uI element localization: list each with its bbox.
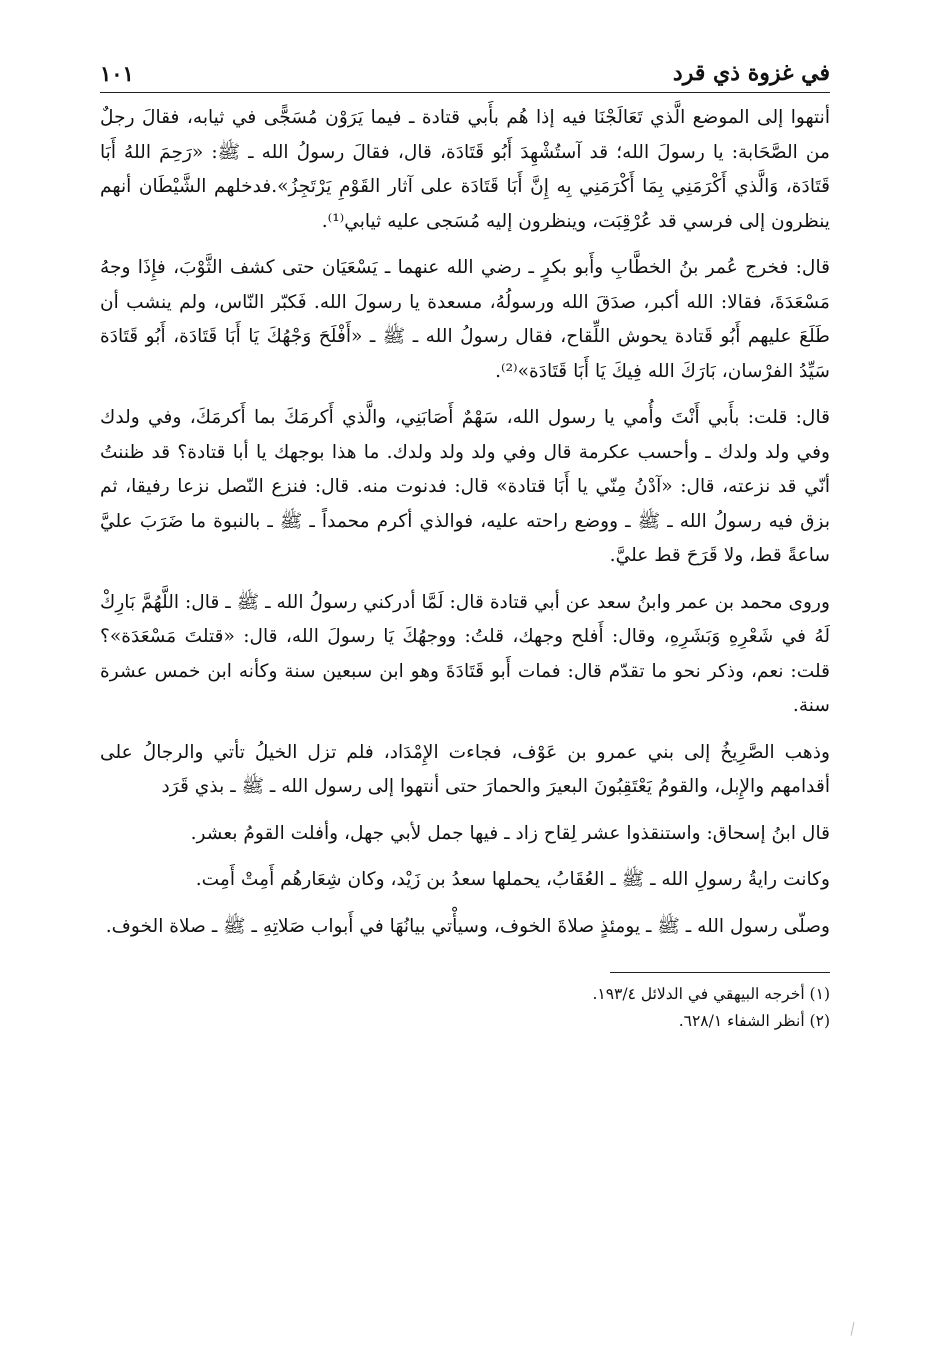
paragraph-6: قال ابنُ إسحاق: واستنقذوا عشر لِقاح زاد ـ فيها جمل لأبي جهل، وأفلت القومُ بعشر.	[190, 822, 830, 844]
paragraph-2: قال: فخرج عُمر بنُ الخطَّابِ وأَبو بكرٍ ـ رضي الله عنهما ـ يَسْعَيَان حتى كشف الثَّوْبَ، فإِذَا وجهُ مَسْعَدَةَ، فقالا: الله أكبر، صدَقَ الله ورسولُهُ، مسعدة يا رسولَ الله. فَكبّر النّاس، ولم ينشب أن طَلَعَ عليهم أَبُو قَتادة يحوش اللِّقاح، فقال رسولُ الله ـ ﷺ ـ «أَفْلَحَ وَجْهُكَ يَا أَبَا قَتَادَة، أَبُو قَتَادَة سَيِّدُ الفرْسان، بَارَكَ الله فِيكَ يَا أَبَا قَتَادَة»⁽²⁾.	[100, 257, 830, 382]
running-header	[100, 50, 830, 86]
paragraph-5: وذهب الصَّرِيخُ إلى بني عمرو بن عَوْف، فجاءت الإِمْدَاد، فلم تزل الخيلُ تأتي والرجالُ على أقدامهم والإِبل، والقومُ يَعْتَقِبُونَ البعيرَ والحمارَ حتى أنتهوا إلى رسول الله ـ ﷺ ـ بذي قَرَد	[100, 741, 830, 797]
chapter-title: في غزوة ذي قرد	[672, 60, 830, 86]
paragraph-3: قال: قلت: بأَبي أَنْتَ وأُمي يا رسول الله، سَهْمٌ أَصَابَنِي، والَّذي أَكرمَكَ بما أَكرمَكَ، وفي ولدك وفي ولد ولدك ـ وأحسب عكرمة قال وفي ولد ولد ولدك. ما هذا بوجهك يا أبا قتادة؟ قد ظننتُ أنّي قد نزعته، قال: «آدْنُ مِنّي يا أَبَا قتادة» قال: فدنوت منه. قال: فنزع النّصل نزعا رفيقا، ثم بزق فيه رسولُ الله ـ ﷺ ـ ووضع راحته عليه، فوالذي أكرم محمداً ـ ﷺ ـ بالنبوة ما ضَرَبَ عليَّ ساعةً قط، ولا قَرَحَ قط عليَّ.	[100, 407, 830, 566]
book-page	[100, 50, 830, 1035]
footnote-2: (٢) أنظر الشفاء ٦٢٨/١.	[678, 1012, 830, 1030]
header-rule	[100, 92, 830, 93]
scan-mark	[851, 1322, 857, 1336]
footnote-1: (١) أخرجه البيهقي في الدلائل ١٩٣/٤.	[592, 985, 830, 1003]
page-number: ١٠١	[100, 61, 134, 86]
paragraph-4: وروى محمد بن عمر وابنُ سعد عن أبي قتادة قال: لَمَّا أدركني رسولُ الله ـ ﷺ ـ قال: اللَّهُمَّ بَارِكْ لَهُ في شَعْرِهِ وَبَشَرِهِ، وقال: أَفلح وجهك، قلتُ: ووجهُكَ يَا رسولَ الله، قال: «قتلتَ مَسْعَدَة»؟ قلت: نعم، وذكر نحو ما تقدّم قال: فمات أَبو قَتَادَةَ وهو ابن سبعين سنة وكأنه ابن خمس عشرة سنة.	[100, 591, 830, 716]
paragraph-1: أنتهوا إلى الموضع الَّذي تَعَالَجْنَا فيه إذا هُم بأَبي قتادة ـ فيما يَرَوْن مُسَجًّى في ثيابه، فقالَ رجلٌ من الصَّحَابة: يا رسولَ الله؛ قد آستُشْهِدَ أَبُو قَتَادَة، قال، فقالَ رسولُ الله ـ ﷺ: «رَحِمَ اللهُ أَبَا قَتَادَة، وَالَّذي أَكْرَمَنِي بِمَا أَكْرَمَنِي بِه إِنَّ أَبَا قَتَادَة على آثار القَوْمِ يَرْتَجِزُ».فدخلهم الشَّيْطَان أنهم ينظرون إلى فرسي قد عُرْقِبَت، وينظرون إليه مُسَجى عليه ثيابي⁽¹⁾.	[100, 107, 830, 232]
footnotes	[100, 981, 830, 1035]
paragraph-7: وكانت رايةُ رسولِ الله ـ ﷺ ـ العُقَابُ، يحملها سعدُ بن زَيْد، وكان شِعَارهُم أَمِتْ أَمِت.	[195, 869, 830, 890]
body-text	[100, 101, 830, 944]
footnote-rule	[610, 972, 830, 973]
paragraph-8: وصلّى رسول الله ـ ﷺ ـ يومئذٍ صلاةَ الخوف، وسيأْتي بيانُهَا في أَبواب صَلاتِهِ ـ ﷺ ـ صلاة الخوف.	[105, 915, 830, 937]
